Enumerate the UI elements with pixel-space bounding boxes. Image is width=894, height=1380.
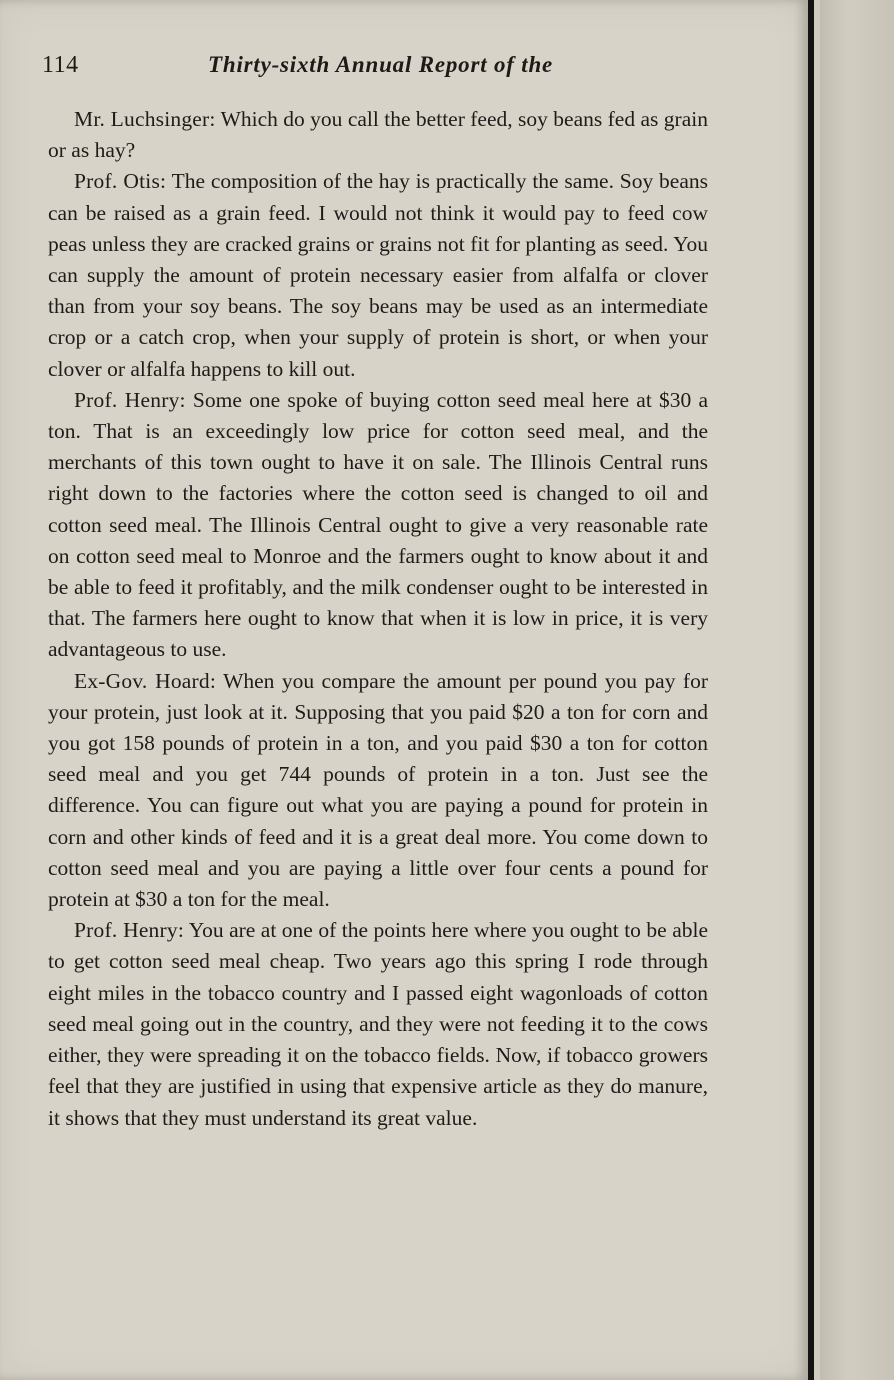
paragraph-text: Some one spoke of buying cotton seed meal here at $30 a ton. That is an exceedingly low price for cotton seed meal, and the merchants of this town ought to have it on sale. The Illinois Central runs right down to the factories where the cotton seed is changed to oil and cotton seed meal. The Illinois Central ought to give a very reasonable rate on cotton seed meal to Monroe and the farmers ought to know about it and be able to feed it profitably, and the milk condenser ought to be interested in that. The farmers here ought to know that when it is low in price, it is very advantageous to use. bbox=[48, 387, 708, 662]
gutter-shadow bbox=[820, 0, 894, 1380]
speaker-label: Prof. Otis: bbox=[74, 169, 167, 194]
paragraph-text: You are at one of the points here where you ought to be able to get cotton seed meal cheap. Two years ago this spring I rode through eight miles in the tobacco country and I passed eight wagonloads of cotton seed meal going out in the country, and they were not feeding it to the cows either, they were spreading it on the tobacco fields. Now, if tobacco growers feel that they are justified in using that expensive article as they do manure, it shows that they must understand its great value. bbox=[48, 918, 709, 1130]
page-number: 114 bbox=[42, 52, 79, 78]
paragraph-otis bbox=[48, 166, 708, 384]
paragraph-text: When you compare the amount per pound you pay for your protein, just look at it. Supposing that you paid $20 a ton for corn and you got 158 pounds of protein in a ton, and you paid $30 a ton for cotton seed meal and you get 744 pounds of protein in a ton. Just see the difference. You can figure out what you are paying a pound for protein in corn and other kinds of feed and it is a great deal more. You come down to cotton seed meal and you are paying a little over four cents a pound for protein at $30 a ton for the meal. bbox=[48, 668, 708, 912]
body-text bbox=[48, 104, 708, 1134]
running-head: Thirty-sixth Annual Report of the bbox=[208, 52, 554, 77]
paragraph-henry-1 bbox=[48, 385, 708, 666]
paragraph-text: The composition of the hay is practically the same. Soy beans can be raised as a grain feed. I would not think it would pay to feed cow peas unless they are cracked grains or grains not fit for planting as seed. You can supply the amount of protein necessary easier from alfalfa or clover than from your soy beans. The soy beans may be used as an intermediate crop or a catch crop, when your supply of protein is short, or when your clover or alfalfa happens to kill out. bbox=[48, 169, 708, 381]
page-header bbox=[42, 52, 722, 82]
paragraph-hoard bbox=[48, 666, 708, 916]
speaker-label: Prof. Henry: bbox=[74, 918, 184, 943]
speaker-label: Prof. Henry: bbox=[74, 387, 186, 412]
speaker-label: Mr. Luchsinger: bbox=[74, 107, 216, 131]
paragraph-henry-2 bbox=[48, 915, 708, 1133]
paragraph-luchsinger bbox=[48, 104, 708, 166]
paragraph-text: Which do you call the better feed, soy beans fed as grain or as hay? bbox=[48, 107, 708, 163]
speaker-label: Ex-Gov. Hoard: bbox=[74, 668, 216, 693]
